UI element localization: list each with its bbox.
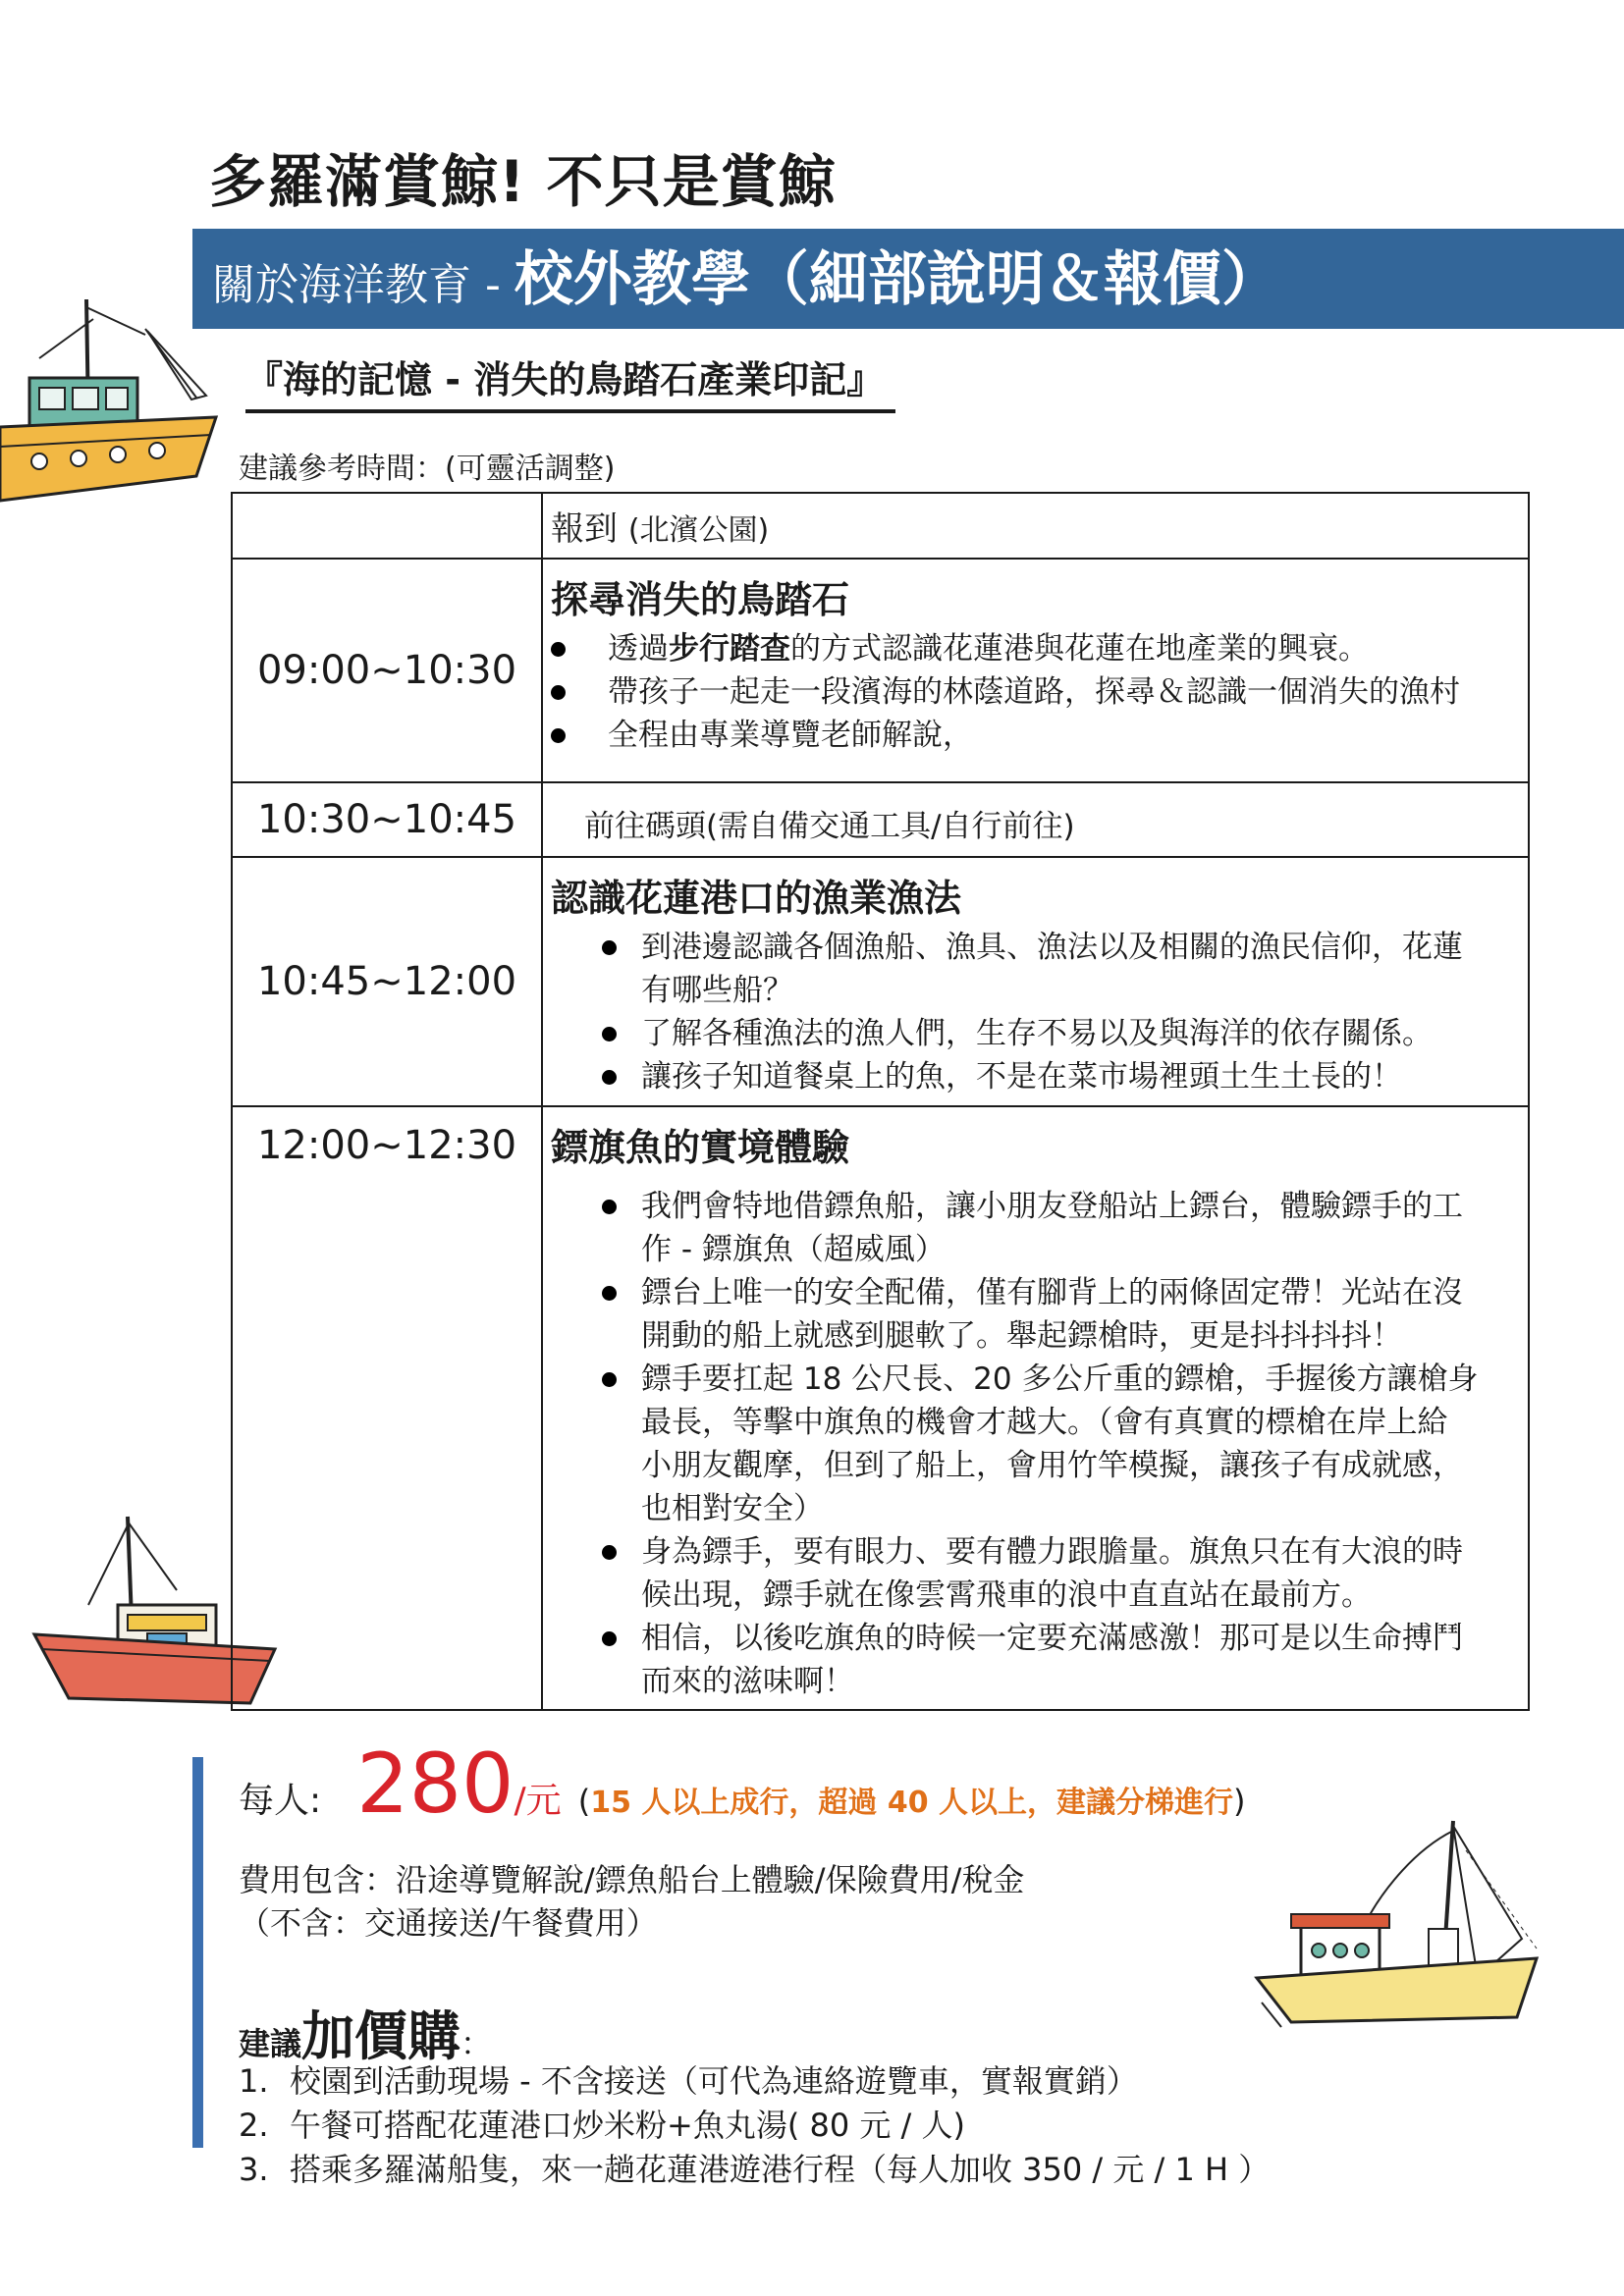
- list-item: [543, 1271, 1528, 1358]
- line: 有哪些船？: [641, 973, 793, 1008]
- activity-cell: [542, 493, 1529, 559]
- line: 作 - 鏢旗魚（超威風）: [641, 1232, 946, 1267]
- line: 我們會特地借鏢魚船，讓小朋友登船站上鏢台，體驗鏢手的工: [641, 1189, 1463, 1224]
- activity-title: 探尋消失的鳥踏石: [551, 578, 850, 621]
- checkin-place: (北濱公園): [627, 513, 770, 548]
- activity-cell: [542, 857, 1529, 1106]
- activity-cell: [542, 782, 1529, 857]
- list-item: [543, 1358, 1528, 1530]
- table-row: [232, 1106, 1529, 1710]
- time-cell: 10:30~10:45: [232, 782, 542, 857]
- line: 開動的船上就感到腿軟了。舉起鏢槍時，更是抖抖抖抖！: [641, 1318, 1402, 1354]
- banner-heading: 校外教學（細部說明＆報價）: [514, 245, 1280, 314]
- time-cell: 09:00~10:30: [232, 559, 542, 782]
- list-item: [239, 2104, 1270, 2148]
- activity-title: 鏢旗魚的實境體驗: [551, 1126, 850, 1169]
- table-row: [232, 782, 1529, 857]
- activity-text: 前往碼頭(需自備交通工具/自行前往): [584, 809, 1075, 844]
- line: 鏢手要扛起 18 公尺長、20 多公斤重的鏢槍，手握後方讓槍身: [641, 1362, 1479, 1397]
- page-title: 多羅滿賞鯨! 不只是賞鯨: [209, 148, 837, 215]
- line: 最長，等擊中旗魚的機會才越大。（會有真實的標槍在岸上給: [641, 1405, 1448, 1440]
- line: 身為鏢手，要有眼力、要有體力跟膽量。旗魚只在有大浪的時: [641, 1534, 1463, 1570]
- pricing-accent-bar: [192, 1757, 203, 2148]
- item-number: 1.: [239, 2062, 269, 2100]
- list-item: 全程由專業導覽老師解說，: [543, 714, 1528, 757]
- price-note-open: (: [577, 1783, 591, 1820]
- activity-cell: [542, 559, 1529, 782]
- addon-heading-small: 建議: [239, 2025, 302, 2062]
- bullet-list: [543, 1185, 1528, 1703]
- price-note-close: ): [1233, 1783, 1246, 1820]
- list-item: [239, 2148, 1270, 2192]
- item-text: 搭乘多羅滿船隻，來一趟花蓮港遊港行程（每人加收 350 / 元 / 1 H ）: [290, 2151, 1271, 2188]
- activity-title: 認識花蓮港口的漁業漁法: [551, 877, 962, 920]
- line: 到港邊認識各個漁船、漁具、漁法以及相關的漁民信仰，花蓮: [641, 930, 1463, 965]
- activity-cell: [542, 1106, 1529, 1710]
- bullet-list: [543, 627, 1528, 757]
- list-item: 了解各種漁法的漁人們，生存不易以及與海洋的依存關係。: [543, 1012, 1528, 1055]
- addon-heading-colon: ：: [460, 2025, 493, 2062]
- table-row: [232, 493, 1529, 559]
- banner-prefix: 關於海洋教育 -: [212, 260, 514, 310]
- price-amount: 280: [356, 1735, 514, 1832]
- time-cell: [232, 493, 542, 559]
- price-line: [239, 1735, 1246, 1832]
- addon-heading-large: 加價購: [301, 2005, 461, 2067]
- line: 也相對安全）: [641, 1491, 824, 1526]
- table-row: [232, 857, 1529, 1106]
- checkin-label: 報到: [551, 509, 618, 549]
- list-item: [543, 926, 1528, 1012]
- text-bold: 步行踏查: [669, 631, 790, 667]
- list-item: [543, 1530, 1528, 1617]
- checkin-line: [551, 502, 1528, 550]
- item-text: 校園到活動現場 - 不含接送（可代為連絡遊覽車，實報實銷）: [290, 2062, 1138, 2100]
- list-item: [543, 627, 1528, 670]
- table-row: [232, 559, 1529, 782]
- time-cell: 10:45~12:00: [232, 857, 542, 1106]
- fishing-boat-icon: [1257, 1821, 1537, 2027]
- line: 小朋友觀摩，但到了船上，會用竹竿模擬，讓孩子有成就感，: [641, 1448, 1463, 1483]
- price-note: 15 人以上成行，超過 40 人以上，建議分梯進行: [590, 1786, 1234, 1820]
- fee-includes: 費用包含：沿途導覽解說/鏢魚船台上體驗/保險費用/稅金: [239, 1861, 1025, 1898]
- section-banner-text: [212, 236, 1280, 339]
- item-text: 午餐可搭配花蓮港口炒米粉+魚丸湯( 80 元 / 人): [290, 2107, 965, 2144]
- line: 而來的滋味啊！: [641, 1664, 854, 1699]
- fishing-boat-illustration-bottom: [1242, 1811, 1566, 2056]
- addon-list: [239, 2059, 1270, 2192]
- fishing-boat-icon: [0, 299, 216, 501]
- list-item: 帶孩子一起走一段濱海的林蔭道路，探尋＆認識一個消失的漁村: [543, 670, 1528, 714]
- list-item: 讓孩子知道餐桌上的魚，不是在菜市場裡頭土生土長的！: [543, 1055, 1528, 1098]
- line: 候出現，鏢手就在像雲霄飛車的浪中直直站在最前方。: [641, 1577, 1372, 1613]
- list-item: [239, 2059, 1270, 2104]
- item-number: 3.: [239, 2151, 269, 2188]
- schedule-table: [231, 492, 1530, 1711]
- program-subtitle: 『海的記憶 - 消失的鳥踏石產業印記』: [245, 349, 895, 413]
- fee-excludes: （不含：交通接送/午餐費用）: [239, 1904, 658, 1942]
- time-note: 建議參考時間：(可靈活調整): [239, 452, 616, 486]
- bullet-list: [543, 926, 1528, 1098]
- price-label: 每人:: [239, 1781, 322, 1821]
- line: 鏢台上唯一的安全配備，僅有腳背上的兩條固定帶！光站在沒: [641, 1275, 1463, 1310]
- list-item: [543, 1617, 1528, 1703]
- time-cell: 12:00~12:30: [232, 1106, 542, 1710]
- text-part: 的方式認識花蓮港與花蓮在地產業的興衰。: [790, 631, 1369, 667]
- text-part: 透過: [608, 631, 669, 667]
- item-number: 2.: [239, 2107, 269, 2144]
- list-item: [543, 1185, 1528, 1271]
- line: 相信，以後吃旗魚的時候一定要充滿感激！那可是以生命搏鬥: [641, 1621, 1463, 1656]
- price-unit: /元: [514, 1781, 562, 1821]
